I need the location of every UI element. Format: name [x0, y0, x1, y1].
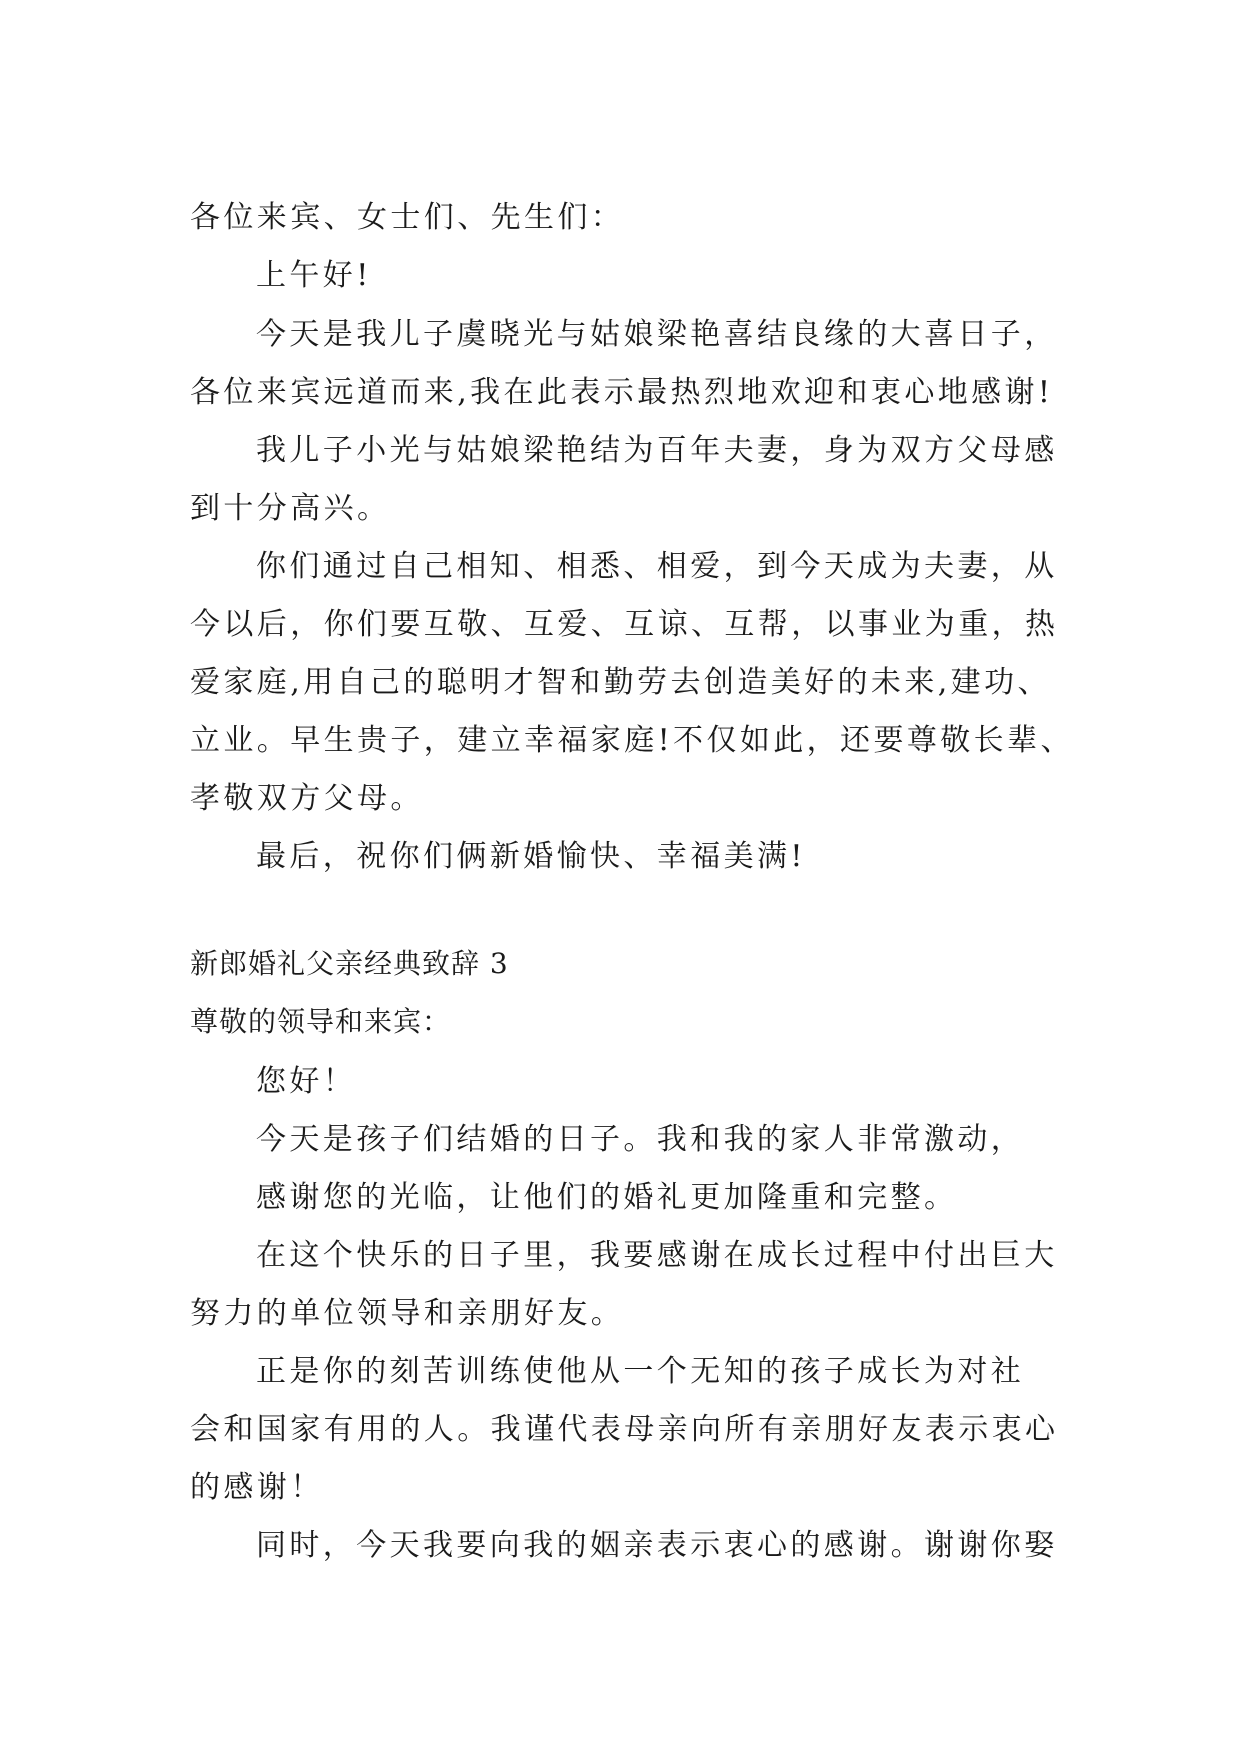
- paragraph-line: 孝敬双方父母。: [190, 781, 424, 816]
- paragraph-line: 我儿子小光与姑娘梁艳结为百年夫妻，身为双方父母感: [256, 433, 1058, 468]
- paragraph-line: 爱家庭,用自己的聪明才智和勤劳去创造美好的未来,建功、: [190, 665, 1051, 700]
- greeting: 上午好!: [256, 258, 372, 293]
- salutation: 各位来宾、女士们、先生们：: [190, 200, 625, 235]
- paragraph-line: 立业。早生贵子，建立幸福家庭!不仅如此，还要尊敬长辈、: [190, 723, 1074, 758]
- paragraph-line: 在这个快乐的日子里，我要感谢在成长过程中付出巨大: [256, 1238, 1058, 1273]
- section-heading: 新郎婚礼父亲经典致辞 3: [190, 947, 509, 980]
- paragraph-line: 各位来宾远道而来,我在此表示最热烈地欢迎和衷心地感谢!: [190, 375, 1054, 410]
- paragraph-line: 同时，今天我要向我的姻亲表示衷心的感谢。谢谢你娶: [256, 1528, 1058, 1563]
- paragraph-line: 今天是孩子们结婚的日子。我和我的家人非常激动，: [256, 1122, 1025, 1157]
- paragraph-line: 会和国家有用的人。我谨代表母亲向所有亲朋好友表示衷心: [190, 1412, 1059, 1447]
- paragraph-line: 努力的单位领导和亲朋好友。: [190, 1296, 625, 1331]
- paragraph-line: 正是你的刻苦训练使他从一个无知的孩子成长为对社: [256, 1354, 1025, 1389]
- paragraph-line: 今以后，你们要互敬、互爱、互谅、互帮，以事业为重，热: [190, 607, 1059, 642]
- paragraph-line: 今天是我儿子虞晓光与姑娘梁艳喜结良缘的大喜日子，: [256, 317, 1058, 352]
- paragraph-line: 到十分高兴。: [190, 491, 391, 526]
- salutation: 尊敬的领导和来宾：: [190, 1005, 452, 1038]
- paragraph-line: 的感谢！: [190, 1470, 324, 1505]
- greeting: 您好！: [256, 1064, 357, 1099]
- paragraph-line: 最后，祝你们俩新婚愉快、幸福美满!: [256, 839, 806, 874]
- paragraph-line: 感谢您的光临，让他们的婚礼更加隆重和完整。: [256, 1180, 958, 1215]
- paragraph-line: 你们通过自己相知、相悉、相爱，到今天成为夫妻，从: [256, 549, 1058, 584]
